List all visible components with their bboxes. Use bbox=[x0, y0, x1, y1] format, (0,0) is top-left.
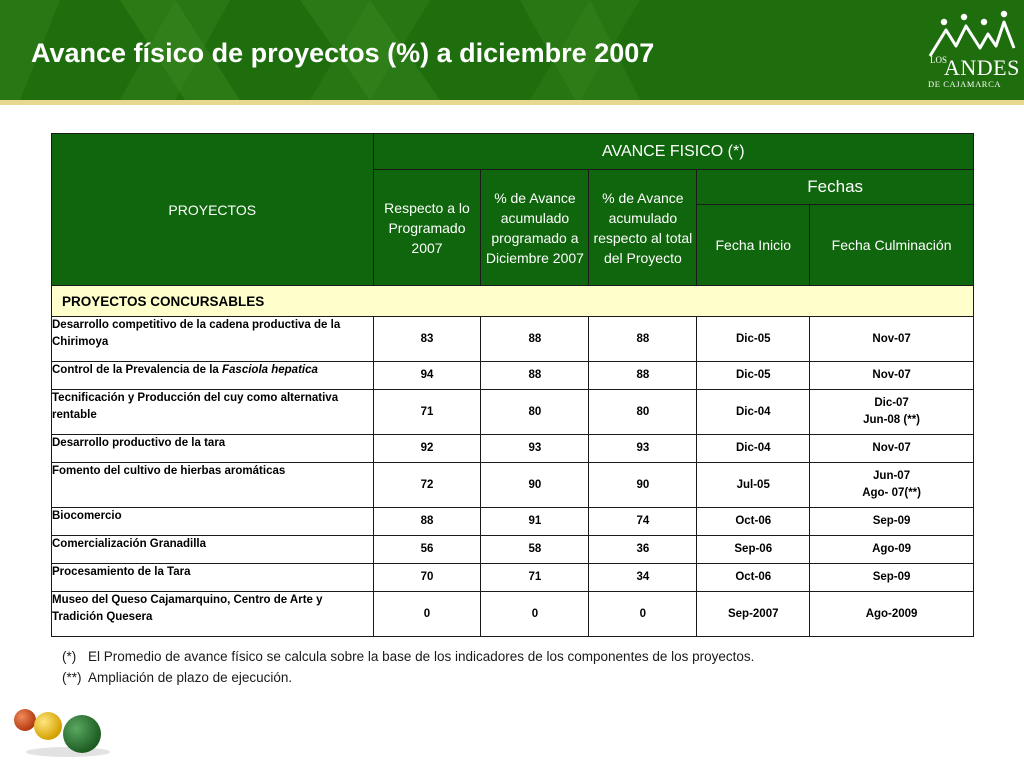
table-row bbox=[52, 536, 974, 564]
project-name: Desarrollo productivo de la tara bbox=[52, 435, 374, 463]
cell-culminacion: Nov-07 bbox=[810, 362, 974, 390]
cell-inicio: Dic-04 bbox=[697, 390, 810, 435]
cell-inicio: Dic-05 bbox=[697, 317, 810, 362]
cell-respecto: 70 bbox=[373, 564, 481, 592]
cell-programado: 0 bbox=[481, 592, 589, 637]
cell-inicio: Jul-05 bbox=[697, 463, 810, 508]
project-name: Fomento del cultivo de hierbas aromáticas bbox=[52, 463, 374, 508]
project-name: Comercialización Granadilla bbox=[52, 536, 374, 564]
cell-programado: 93 bbox=[481, 435, 589, 463]
project-name: Control de la Prevalencia de la Fasciola hepatica bbox=[52, 362, 374, 390]
header-fechas: Fechas bbox=[697, 170, 974, 205]
table-row bbox=[52, 463, 974, 508]
table-row bbox=[52, 390, 974, 435]
cell-respecto: 94 bbox=[373, 362, 481, 390]
cell-culminacion: Ago-09 bbox=[810, 536, 974, 564]
cell-culminacion: Sep-09 bbox=[810, 564, 974, 592]
cell-programado: 88 bbox=[481, 362, 589, 390]
cell-inicio: Dic-05 bbox=[697, 362, 810, 390]
cell-respecto: 71 bbox=[373, 390, 481, 435]
header-proyectos: PROYECTOS bbox=[52, 134, 374, 286]
cell-total: 80 bbox=[589, 390, 697, 435]
table-row bbox=[52, 317, 974, 362]
cell-programado: 88 bbox=[481, 317, 589, 362]
cell-respecto: 0 bbox=[373, 592, 481, 637]
table-row bbox=[52, 592, 974, 637]
project-name: Museo del Queso Cajamarquino, Centro de Arte y Tradición Quesera bbox=[52, 592, 374, 637]
footnotes bbox=[62, 646, 754, 688]
project-name: Biocomercio bbox=[52, 508, 374, 536]
decorative-balls-icon bbox=[8, 700, 118, 762]
cell-culminacion: Nov-07 bbox=[810, 317, 974, 362]
cell-respecto: 83 bbox=[373, 317, 481, 362]
page-title: Avance físico de proyectos (%) a diciembre 2007 bbox=[31, 38, 655, 68]
table-row bbox=[52, 564, 974, 592]
cell-total: 88 bbox=[589, 362, 697, 390]
footnote-2: (**) Ampliación de plazo de ejecución. bbox=[62, 670, 293, 685]
header-avance-fisico: AVANCE FISICO (*) bbox=[373, 134, 974, 170]
header-total: % de Avance acumulado respecto al total del Proyecto bbox=[589, 170, 697, 286]
cell-total: 88 bbox=[589, 317, 697, 362]
logo-los-text: LOS bbox=[930, 55, 948, 65]
cell-programado: 71 bbox=[481, 564, 589, 592]
cell-programado: 58 bbox=[481, 536, 589, 564]
header-respecto: Respecto a lo Programado 2007 bbox=[373, 170, 481, 286]
cell-culminacion: Jun-07 Ago- 07(**) bbox=[810, 463, 974, 508]
cell-respecto: 56 bbox=[373, 536, 481, 564]
cell-respecto: 72 bbox=[373, 463, 481, 508]
logo-name-text: ANDES bbox=[944, 55, 1020, 80]
cell-total: 36 bbox=[589, 536, 697, 564]
header-fecha-inicio: Fecha Inicio bbox=[697, 205, 810, 286]
table-row bbox=[52, 362, 974, 390]
project-name: Desarrollo competitivo de la cadena productiva de la Chirimoya bbox=[52, 317, 374, 362]
cell-inicio: Oct-06 bbox=[697, 508, 810, 536]
cell-inicio: Sep-2007 bbox=[697, 592, 810, 637]
cell-programado: 90 bbox=[481, 463, 589, 508]
section-concursables: PROYECTOS CONCURSABLES bbox=[52, 286, 974, 317]
cell-total: 90 bbox=[589, 463, 697, 508]
cell-culminacion: Nov-07 bbox=[810, 435, 974, 463]
cell-inicio: Sep-06 bbox=[697, 536, 810, 564]
header-programado: % de Avance acumulado programado a Diciembre 2007 bbox=[481, 170, 589, 286]
header-accent-stripe bbox=[0, 100, 1024, 105]
cell-culminacion: Dic-07 Jun-08 (**) bbox=[810, 390, 974, 435]
cell-respecto: 88 bbox=[373, 508, 481, 536]
cell-total: 74 bbox=[589, 508, 697, 536]
cell-culminacion: Ago-2009 bbox=[810, 592, 974, 637]
cell-culminacion: Sep-09 bbox=[810, 508, 974, 536]
project-name: Procesamiento de la Tara bbox=[52, 564, 374, 592]
progress-table bbox=[51, 133, 974, 637]
header-fecha-culminacion: Fecha Culminación bbox=[810, 205, 974, 286]
logo-sub-text: DE CAJAMARCA bbox=[928, 79, 1002, 89]
header-banner bbox=[0, 0, 1024, 100]
cell-respecto: 92 bbox=[373, 435, 481, 463]
cell-inicio: Oct-06 bbox=[697, 564, 810, 592]
cell-total: 0 bbox=[589, 592, 697, 637]
table-row bbox=[52, 508, 974, 536]
cell-programado: 80 bbox=[481, 390, 589, 435]
cell-total: 93 bbox=[589, 435, 697, 463]
cell-inicio: Dic-04 bbox=[697, 435, 810, 463]
cell-programado: 91 bbox=[481, 508, 589, 536]
footnote-1: (*) El Promedio de avance físico se calcula sobre la base de los indicadores de los componentes de los proyectos. bbox=[62, 649, 755, 664]
table-row bbox=[52, 435, 974, 463]
project-name: Tecnificación y Producción del cuy como alternativa rentable bbox=[52, 390, 374, 435]
cell-total: 34 bbox=[589, 564, 697, 592]
